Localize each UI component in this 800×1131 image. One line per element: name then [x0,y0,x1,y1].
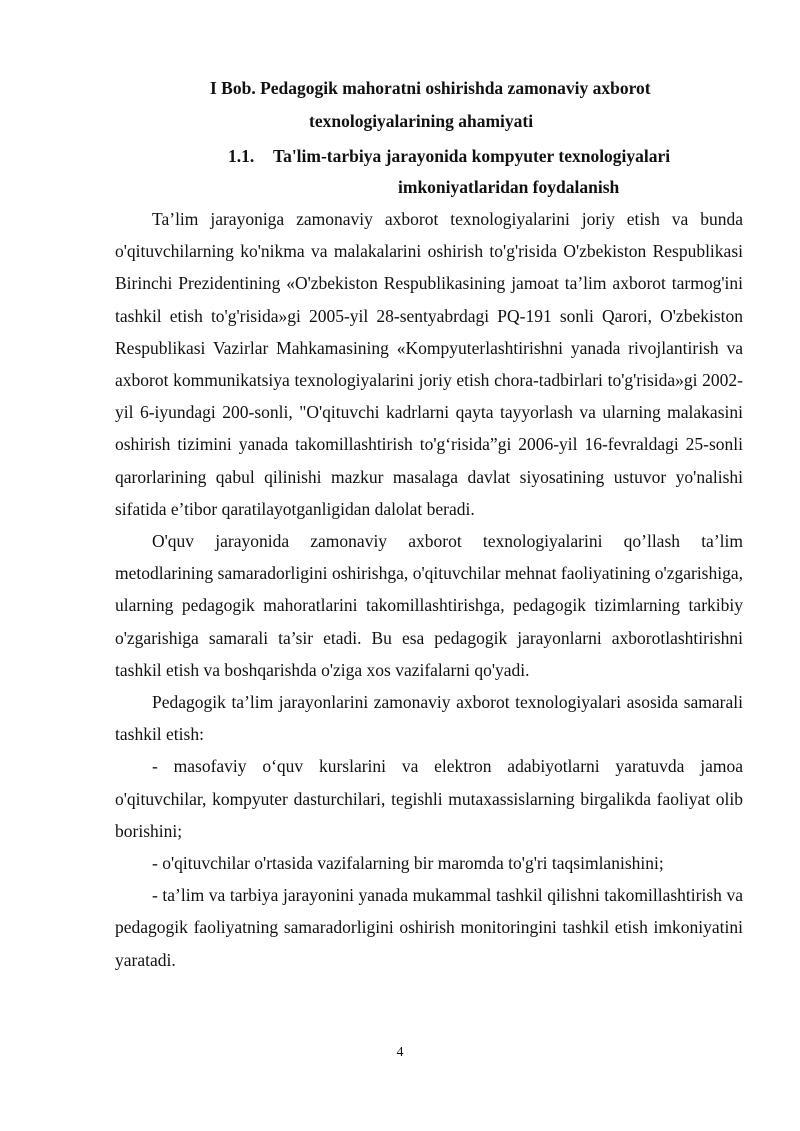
list-item: - ta’lim va tarbiya jarayonini yanada mukammal tashkil qilishni takomillashtirish va pedagogik faoliyatning samaradorligini oshirish monitoringini tashkil etish imkoniyatini yaratadi. [115,885,743,970]
list-item: - o'qituvchilar o'rtasida vazifalarning bir maromda to'g'ri taqsimlanishini; [152,853,664,874]
page-number: 4 [396,1045,404,1060]
chapter-title-line-1: I Bob. Pedagogik mahoratni oshirishda zamonaviy axborot [210,78,651,98]
paragraph: Pedagogik ta’lim jarayonlarini zamonaviy axborot texnologiyalari asosida samarali tashkil etish: [115,692,743,745]
section-title-line-2: imkoniyatlaridan foydalanish [398,177,620,197]
section-heading [228,146,670,166]
list-item: - masofaviy o‘quv kurslarini va elektron adabiyotlarni yaratuvda jamoa o'qituvchilar, kompyuter dasturchilari, tegishli mutaxassislarning birgalikda faoliyat olib borishini; [115,756,743,841]
paragraph: Ta’lim jarayoniga zamonaviy axborot texnologiyalarini joriy etish va bunda o'qituvchilarning ko'nikma va malakalarini oshirish to'g'risida O'zbekiston Respublikasi Birinchi Prezidentining «O'zbekiston Respublikasining jamoat ta’lim axborot tarmog'ini tashkil etish to'g'risida»gi 2005-yil 28-sentyabrdagi PQ-191 sonli Qarori, O'zbekiston Respublikasi Vazirlar Mahkamasining «Kompyuterlashtirishni yanada rivojlantirish va axborot kommunikatsiya texnologiyalarini joriy etish chora-tadbirlari to'g'risida»gi 2002-yil 6-iyundagi 200-sonli, "O'qituvchi kadrlarni qayta tayyorlash va ularning malakasini oshirish tizimini yanada takomillashtirish to'g‘risida”gi 2006-yil 16-fevraldagi 25-sonli qarorlarining qabul qilinishi mazkur masalaga davlat siyosatining ustuvor yo'nalishi sifatida e’tibor qaratilayotganligidan dalolat beradi. [115,209,743,519]
paragraph: O'quv jarayonida zamonaviy axborot texnologiyalarini qo’llash ta’lim metodlarining samaradorligini oshirishga, o'qituvchilar mehnat faoliyatining o'zgarishiga, ularning pedagogik mahoratlarini takomillashtirishga, pedagogik tizimlarning tarkibiy o'zgarishiga samarali ta’sir etadi. Bu esa pedagogik jarayonlarni axborotlashtirishni tashkil etish va boshqarishda o'ziga xos vazifalarni qo'yadi. [115,531,743,680]
section-title-line-1: Ta'lim-tarbiya jarayonida kompyuter texnologiyalari [273,146,671,166]
section-number: 1.1. [228,146,255,166]
chapter-title-line-2: texnologiyalarining ahamiyati [309,111,534,131]
body-text [115,203,743,976]
